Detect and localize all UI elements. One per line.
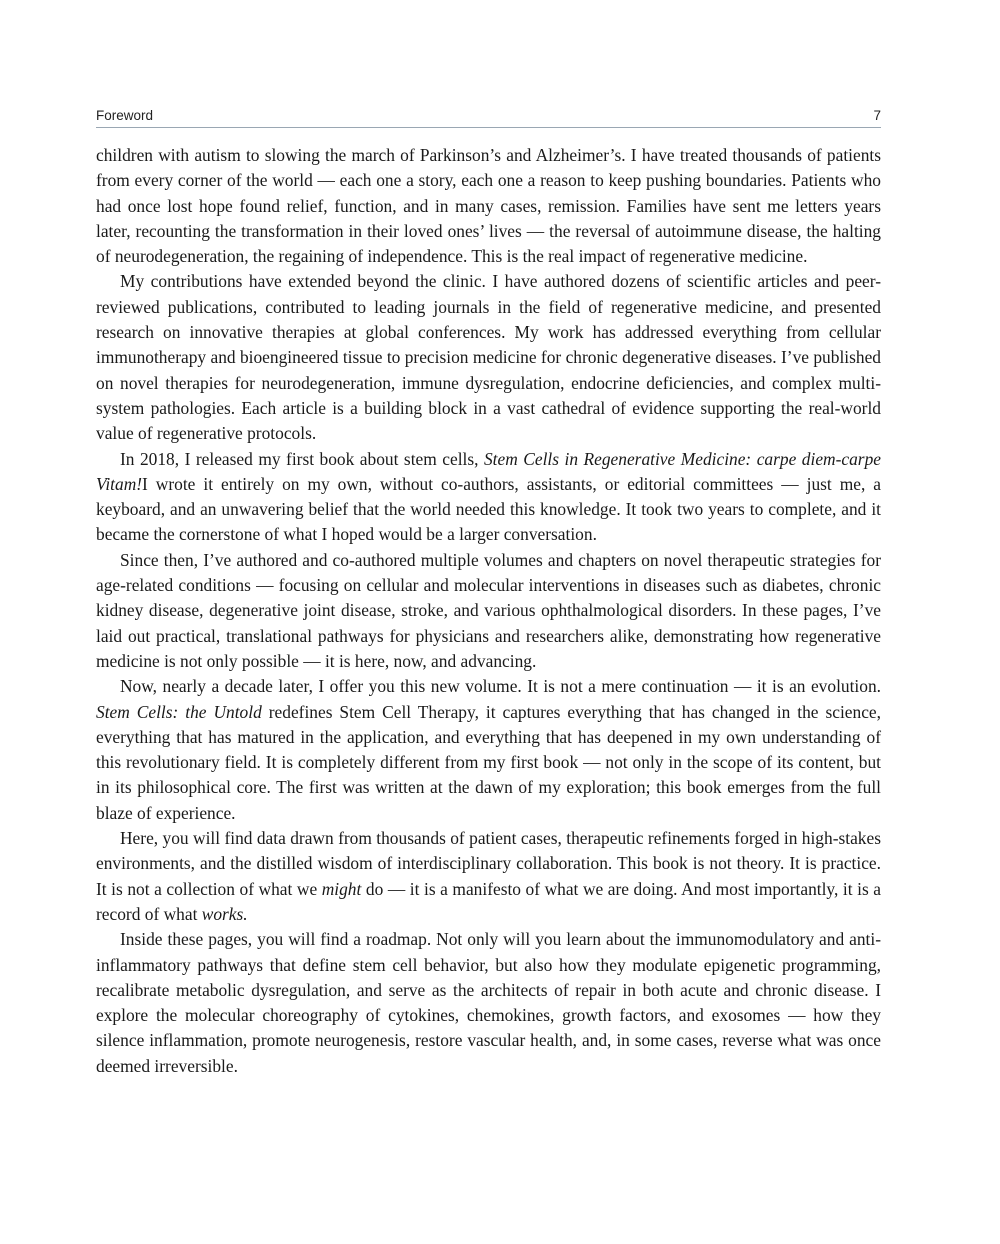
paragraph-3	[96, 447, 881, 548]
paragraph-text: redefines Stem Cell Therapy, it captures everything that has changed in the science, everything that has matured in the application, and everything that has deepened in my own understanding of this revolutionary field. It is completely different from my first book — not only in the scope of its content, but in its philosophical core. The first was written at the dawn of my exploration; this book emerges from the full blaze of experience.	[96, 701, 881, 823]
emphasis-works: works.	[201, 903, 248, 924]
book-title-first: Stem Cells in Regenerative Medicine: carpe diem-carpe Vitam!	[96, 448, 881, 494]
paragraph-text: Now, nearly a decade later, I offer you this new volume. It is not a mere continuation — it is an evolution.	[120, 676, 881, 697]
paragraph-4	[96, 548, 881, 674]
paragraph-2	[96, 269, 881, 446]
paragraph-1	[96, 143, 881, 269]
section-title: Foreword	[96, 108, 154, 123]
paragraph-text: Inside these pages, you will find a roadmap. Not only will you learn about the immunomodulatory and anti-inflammatory pathways that define stem cell behavior, but also how they modulate epigenetic programming, recalibrate metabolic dysregulation, and serve as the architects of repair in both acute and chronic disease. I explore the molecular choreography of cytokines, chemokines, growth factors, and exosomes — how they silence inflammation, promote neurogenesis, restore vascular health, and, in some cases, reverse what was once deemed irreversible.	[96, 929, 881, 1076]
paragraph-5	[96, 674, 881, 826]
paragraph-text: do — it is a manifesto of what we are doing. And most importantly, it is a record of what	[96, 878, 881, 924]
page-number: 7	[873, 108, 881, 123]
body-text	[96, 143, 881, 1079]
book-title-new: Stem Cells: the Untold	[96, 701, 262, 722]
running-header	[96, 108, 881, 128]
paragraph-text: In 2018, I released my first book about stem cells,	[120, 448, 484, 469]
book-page	[96, 108, 881, 1079]
emphasis-might: might	[321, 878, 362, 899]
paragraph-text: My contributions have extended beyond the clinic. I have authored dozens of scientific articles and peer-reviewed publications, contributed to leading journals in the field of regenerative medicine, and presented research on innovative therapies at global conferences. My work has addressed everything from cellular immunotherapy and bioengineered tissue to precision medicine for chronic degenerative diseases. I’ve published on novel therapies for neurodegeneration, immune dysregulation, endocrine deficiencies, and complex multi-system pathologies. Each article is a building block in a vast cathedral of evidence supporting the real-world value of regenerative protocols.	[96, 271, 881, 444]
paragraph-7	[96, 927, 881, 1079]
paragraph-text: children with autism to slowing the march of Parkinson’s and Alzheimer’s. I have treated thousands of patients from every corner of the world — each one a story, each one a reason to keep pushing boundaries. Patients who had once lost hope found relief, function, and in many cases, remission. Families have sent me letters years later, recounting the transformation in their loved ones’ lives — the reversal of autoimmune disease, the halting of neurodegeneration, the regaining of independence. This is the real impact of regenerative medicine.	[96, 145, 881, 267]
paragraph-6	[96, 826, 881, 927]
paragraph-text: I wrote it entirely on my own, without co-authors, assistants, or editorial committees — just me, a keyboard, and an unwavering belief that the world needed this knowledge. It took two years to complete, and it became the cornerstone of what I hoped would be a larger conversation.	[96, 473, 881, 545]
paragraph-text: Since then, I’ve authored and co-authored multiple volumes and chapters on novel therapeutic strategies for age-related conditions — focusing on cellular and molecular interventions in diseases such as diabetes, chronic kidney disease, degenerative joint disease, stroke, and various ophthalmological disorders. In these pages, I’ve laid out practical, translational pathways for physicians and researchers alike, demonstrating how regenerative medicine is not only possible — it is here, now, and advancing.	[96, 549, 881, 671]
paragraph-text: Here, you will find data drawn from thousands of patient cases, therapeutic refinements forged in high-stakes environments, and the distilled wisdom of interdisciplinary collaboration. This book is not theory. It is practice. It is not a collection of what we	[96, 828, 881, 899]
